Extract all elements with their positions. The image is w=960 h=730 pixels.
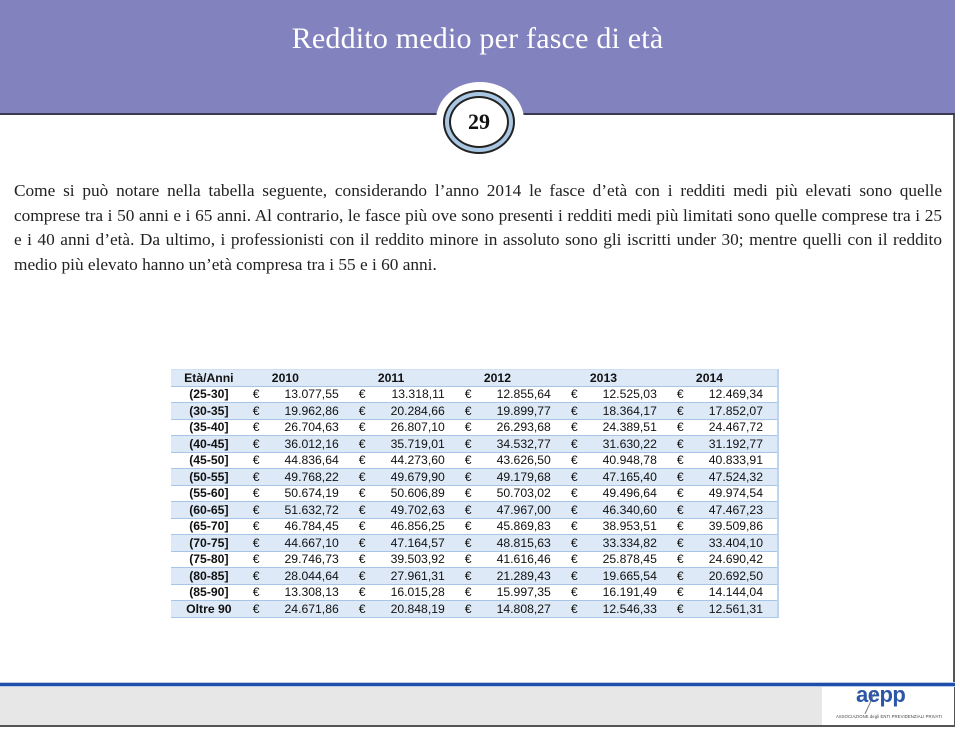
- income-value-cell: 49.768,22: [272, 469, 353, 486]
- euro-symbol: €: [459, 469, 484, 486]
- euro-symbol: €: [671, 601, 696, 618]
- euro-symbol: €: [565, 584, 590, 601]
- income-value-cell: 40.948,78: [590, 452, 671, 469]
- euro-symbol: €: [671, 403, 696, 420]
- euro-symbol: €: [247, 584, 272, 601]
- euro-symbol: €: [459, 403, 484, 420]
- euro-symbol: €: [247, 436, 272, 453]
- age-band-cell: (55-60]: [171, 485, 247, 502]
- income-value-cell: 49.702,63: [378, 502, 459, 519]
- income-value-cell: 13.308,13: [272, 584, 353, 601]
- income-value-cell: 12.469,34: [696, 386, 778, 403]
- column-header-2013: 2013: [590, 370, 671, 387]
- income-value-cell: 47.467,23: [696, 502, 778, 519]
- euro-symbol: €: [565, 403, 590, 420]
- euro-symbol: €: [459, 452, 484, 469]
- income-value-cell: 33.334,82: [590, 535, 671, 552]
- age-band-cell: (65-70]: [171, 518, 247, 535]
- euro-symbol: €: [353, 535, 378, 552]
- income-value-cell: 12.561,31: [696, 601, 778, 618]
- age-band-cell: Oltre 90: [171, 601, 247, 618]
- age-band-cell: (75-80]: [171, 551, 247, 568]
- euro-symbol: €: [671, 568, 696, 585]
- income-value-cell: 16.191,49: [590, 584, 671, 601]
- euro-symbol: €: [353, 568, 378, 585]
- age-band-cell: (70-75]: [171, 535, 247, 552]
- euro-symbol: €: [671, 485, 696, 502]
- income-value-cell: 13.077,55: [272, 386, 353, 403]
- table-row: [171, 436, 778, 453]
- euro-symbol: €: [247, 403, 272, 420]
- table-row: [171, 518, 778, 535]
- euro-symbol: €: [353, 386, 378, 403]
- income-value-cell: 44.667,10: [272, 535, 353, 552]
- euro-symbol: €: [671, 584, 696, 601]
- euro-symbol: €: [353, 601, 378, 618]
- income-value-cell: 21.289,43: [484, 568, 565, 585]
- income-value-cell: 46.856,25: [378, 518, 459, 535]
- euro-symbol: €: [247, 485, 272, 502]
- income-value-cell: 27.961,31: [378, 568, 459, 585]
- income-value-cell: 49.179,68: [484, 469, 565, 486]
- income-value-cell: 12.525,03: [590, 386, 671, 403]
- column-header-2010: 2010: [272, 370, 353, 387]
- euro-symbol: €: [565, 518, 590, 535]
- income-by-age-table: [171, 369, 779, 618]
- income-value-cell: 24.389,51: [590, 419, 671, 436]
- euro-symbol: €: [459, 551, 484, 568]
- income-value-cell: 49.679,90: [378, 469, 459, 486]
- euro-symbol: €: [459, 485, 484, 502]
- euro-symbol: €: [247, 469, 272, 486]
- age-band-cell: (50-55]: [171, 469, 247, 486]
- euro-symbol: €: [565, 502, 590, 519]
- euro-symbol: €: [247, 568, 272, 585]
- table-row: [171, 551, 778, 568]
- table-row: [171, 601, 778, 618]
- euro-symbol: €: [247, 535, 272, 552]
- income-value-cell: 41.616,46: [484, 551, 565, 568]
- income-value-cell: 17.852,07: [696, 403, 778, 420]
- age-band-cell: (80-85]: [171, 568, 247, 585]
- column-header-2011: 2011: [378, 370, 459, 387]
- euro-symbol: €: [459, 502, 484, 519]
- income-value-cell: 45.869,83: [484, 518, 565, 535]
- footer-divider: [0, 683, 955, 686]
- euro-symbol: €: [247, 452, 272, 469]
- age-band-cell: (85-90]: [171, 584, 247, 601]
- table-row: [171, 469, 778, 486]
- aepp-logo: [822, 682, 954, 725]
- income-value-cell: 47.165,40: [590, 469, 671, 486]
- income-value-cell: 44.836,64: [272, 452, 353, 469]
- age-band-cell: (40-45]: [171, 436, 247, 453]
- income-value-cell: 31.192,77: [696, 436, 778, 453]
- euro-symbol: €: [565, 535, 590, 552]
- euro-symbol: €: [247, 419, 272, 436]
- euro-symbol: €: [565, 568, 590, 585]
- column-header-age: Età/Anni: [171, 370, 247, 387]
- income-value-cell: 39.509,86: [696, 518, 778, 535]
- euro-symbol: €: [353, 485, 378, 502]
- euro-symbol: €: [353, 436, 378, 453]
- income-value-cell: 19.962,86: [272, 403, 353, 420]
- income-value-cell: 20.848,19: [378, 601, 459, 618]
- euro-symbol: €: [247, 518, 272, 535]
- income-value-cell: 14.144,04: [696, 584, 778, 601]
- income-value-cell: 12.546,33: [590, 601, 671, 618]
- table-row: [171, 485, 778, 502]
- age-band-cell: (60-65]: [171, 502, 247, 519]
- income-value-cell: 31.630,22: [590, 436, 671, 453]
- income-value-cell: 18.364,17: [590, 403, 671, 420]
- euro-symbol: €: [565, 436, 590, 453]
- euro-symbol: €: [459, 436, 484, 453]
- euro-symbol: €: [247, 551, 272, 568]
- income-value-cell: 20.284,66: [378, 403, 459, 420]
- income-value-cell: 34.532,77: [484, 436, 565, 453]
- table-row: [171, 535, 778, 552]
- footer-bar: [0, 687, 822, 725]
- table-row: [171, 419, 778, 436]
- euro-symbol: €: [353, 551, 378, 568]
- age-band-cell: (35-40]: [171, 419, 247, 436]
- income-value-cell: 44.273,60: [378, 452, 459, 469]
- age-band-cell: (25-30]: [171, 386, 247, 403]
- income-value-cell: 29.746,73: [272, 551, 353, 568]
- table-header-row: [171, 370, 778, 387]
- income-value-cell: 26.704,63: [272, 419, 353, 436]
- euro-symbol: €: [671, 502, 696, 519]
- euro-symbol: €: [671, 535, 696, 552]
- euro-symbol: €: [459, 518, 484, 535]
- age-band-cell: (30-35]: [171, 403, 247, 420]
- income-value-cell: 50.703,02: [484, 485, 565, 502]
- column-header-2014: 2014: [696, 370, 778, 387]
- euro-symbol: €: [353, 452, 378, 469]
- income-value-cell: 43.626,50: [484, 452, 565, 469]
- income-value-cell: 25.878,45: [590, 551, 671, 568]
- euro-symbol: €: [247, 386, 272, 403]
- euro-symbol: €: [459, 535, 484, 552]
- income-value-cell: 28.044,64: [272, 568, 353, 585]
- income-value-cell: 19.665,54: [590, 568, 671, 585]
- table-row: [171, 568, 778, 585]
- income-value-cell: 14.808,27: [484, 601, 565, 618]
- income-value-cell: 47.524,32: [696, 469, 778, 486]
- income-value-cell: 24.671,86: [272, 601, 353, 618]
- euro-symbol: €: [459, 386, 484, 403]
- income-value-cell: 33.404,10: [696, 535, 778, 552]
- euro-symbol: €: [353, 419, 378, 436]
- page-number-badge: 29: [449, 96, 509, 148]
- age-band-cell: (45-50]: [171, 452, 247, 469]
- euro-symbol: €: [565, 485, 590, 502]
- euro-symbol: €: [671, 551, 696, 568]
- income-value-cell: 50.674,19: [272, 485, 353, 502]
- column-header-2012: 2012: [484, 370, 565, 387]
- income-value-cell: 24.690,42: [696, 551, 778, 568]
- euro-symbol: €: [671, 436, 696, 453]
- euro-symbol: €: [353, 469, 378, 486]
- page-title: Reddito medio per fasce di età: [291, 22, 664, 55]
- income-value-cell: 48.815,63: [484, 535, 565, 552]
- income-value-cell: 47.164,57: [378, 535, 459, 552]
- income-value-cell: 51.632,72: [272, 502, 353, 519]
- income-value-cell: 39.503,92: [378, 551, 459, 568]
- table-row: [171, 386, 778, 403]
- euro-symbol: €: [671, 452, 696, 469]
- euro-symbol: €: [353, 502, 378, 519]
- income-value-cell: 40.833,91: [696, 452, 778, 469]
- logo-wordmark: aepp: [856, 682, 906, 707]
- euro-symbol: €: [353, 403, 378, 420]
- euro-symbol: €: [353, 584, 378, 601]
- euro-symbol: €: [671, 386, 696, 403]
- income-value-cell: 26.807,10: [378, 419, 459, 436]
- income-value-cell: 19.899,77: [484, 403, 565, 420]
- euro-symbol: €: [247, 502, 272, 519]
- table-row: [171, 452, 778, 469]
- income-value-cell: 26.293,68: [484, 419, 565, 436]
- euro-symbol: €: [565, 419, 590, 436]
- income-value-cell: 35.719,01: [378, 436, 459, 453]
- income-value-cell: 46.340,60: [590, 502, 671, 519]
- euro-symbol: €: [565, 386, 590, 403]
- euro-symbol: €: [671, 419, 696, 436]
- euro-symbol: €: [565, 601, 590, 618]
- euro-symbol: €: [353, 518, 378, 535]
- income-value-cell: 49.974,54: [696, 485, 778, 502]
- euro-symbol: €: [459, 584, 484, 601]
- table-row: [171, 502, 778, 519]
- income-value-cell: 13.318,11: [378, 386, 459, 403]
- euro-symbol: €: [671, 518, 696, 535]
- income-value-cell: 49.496,64: [590, 485, 671, 502]
- income-value-cell: 15.997,35: [484, 584, 565, 601]
- income-value-cell: 12.855,64: [484, 386, 565, 403]
- table-row: [171, 584, 778, 601]
- euro-symbol: €: [459, 419, 484, 436]
- euro-symbol: €: [459, 568, 484, 585]
- income-value-cell: 36.012,16: [272, 436, 353, 453]
- income-value-cell: 47.967,00: [484, 502, 565, 519]
- income-value-cell: 24.467,72: [696, 419, 778, 436]
- euro-symbol: €: [565, 469, 590, 486]
- income-value-cell: 20.692,50: [696, 568, 778, 585]
- euro-symbol: €: [247, 601, 272, 618]
- income-value-cell: 50.606,89: [378, 485, 459, 502]
- logo-subtitle: ASSOCIAZIONE degli ENTI PREVIDENZIALI PRIVATI: [835, 714, 943, 719]
- euro-symbol: €: [671, 469, 696, 486]
- intro-paragraph: Come si può notare nella tabella seguente, considerando l’anno 2014 le fasce d’età con i redditi medi più elevati sono quelle comprese tra i 50 anni e i 65 anni. Al contrario, le fasce più ove sono presenti i redditi medi più limitati sono quelle comprese tra i 25 e i 40 anni d’età. Da ultimo, i professionisti con il reddito minore in assoluto sono gli iscritti under 30; mentre quelli con il reddito medio più elevato hanno un’età compresa tra i 55 e i 60 anni.: [14, 181, 942, 274]
- income-value-cell: 16.015,28: [378, 584, 459, 601]
- euro-symbol: €: [565, 551, 590, 568]
- table-body: [171, 386, 778, 617]
- income-value-cell: 46.784,45: [272, 518, 353, 535]
- euro-symbol: €: [459, 601, 484, 618]
- euro-symbol: €: [565, 452, 590, 469]
- table-row: [171, 403, 778, 420]
- income-value-cell: 38.953,51: [590, 518, 671, 535]
